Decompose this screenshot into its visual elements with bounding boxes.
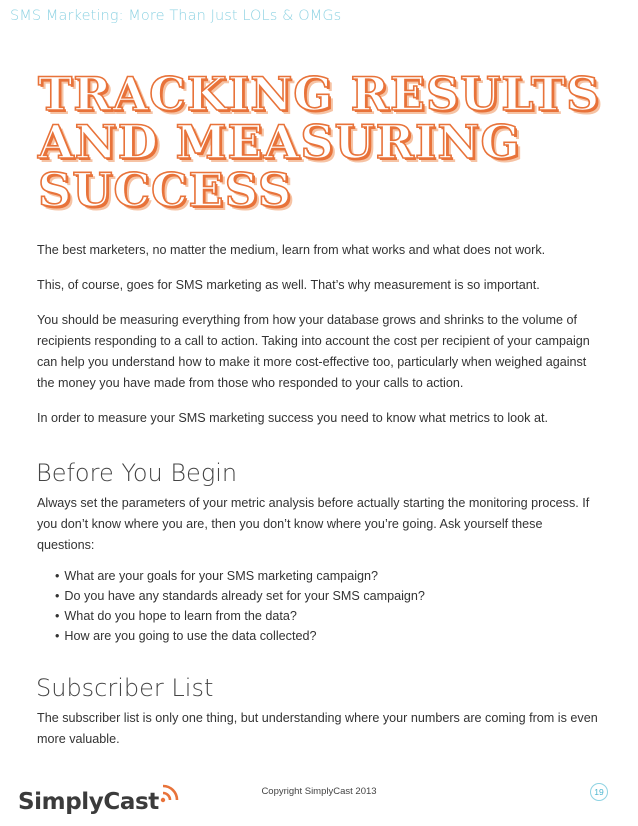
intro-paragraph-2: This, of course, goes for SMS marketing as well. That’s why measurement is so important.	[37, 278, 540, 292]
question-list	[37, 566, 603, 646]
page-title	[38, 67, 601, 217]
page-title-line-1: TRACKING RESULTS	[38, 67, 601, 121]
list-item: • Do you have any standards already set for your SMS campaign?	[55, 586, 603, 606]
running-header: SMS Marketing: More Than Just LOLs & OMGs	[10, 8, 342, 24]
list-item: • What do you hope to learn from the data?	[55, 606, 603, 626]
intro-paragraph-4: In order to measure your SMS marketing success you need to know what metrics to look at.	[37, 411, 548, 425]
section-heading-subscriber-list: Subscriber List	[36, 674, 214, 702]
page-title-line-3: SUCCESS	[38, 163, 293, 217]
list-item: • What are your goals for your SMS marketing campaign?	[55, 566, 603, 586]
page-title-line-2: AND MEASURING	[38, 115, 521, 169]
intro-paragraph-1: The best marketers, no matter the medium, learn from what works and what does not work.	[37, 243, 546, 257]
list-item: • How are you going to use the data collected?	[55, 626, 603, 646]
logo-wordmark: SimplyCast	[18, 789, 159, 815]
page-number: 19	[590, 783, 608, 801]
copyright-notice: Copyright SimplyCast 2013	[261, 786, 377, 797]
before-you-begin-paragraph: Always set the parameters of your metric analysis before actually starting the monitoring process. If you don’t know where you are, then you don’t know where you’re going. Ask yourself these questions:	[37, 496, 590, 552]
subscriber-list-paragraph: The subscriber list is only one thing, but understanding where your numbers are coming from is even more valuable.	[37, 711, 598, 746]
intro-paragraph-3: You should be measuring everything from how your database grows and shrinks to the volume of recipients responding to a call to action. Taking into account the cost per recipient of your campaign can help you understand how to make it more cost-effective too, particularly when weighed against the money you have made from those who responded to your calls to action.	[37, 313, 590, 390]
section-heading-before-you-begin: Before You Begin	[36, 459, 238, 487]
main-content	[37, 240, 603, 764]
